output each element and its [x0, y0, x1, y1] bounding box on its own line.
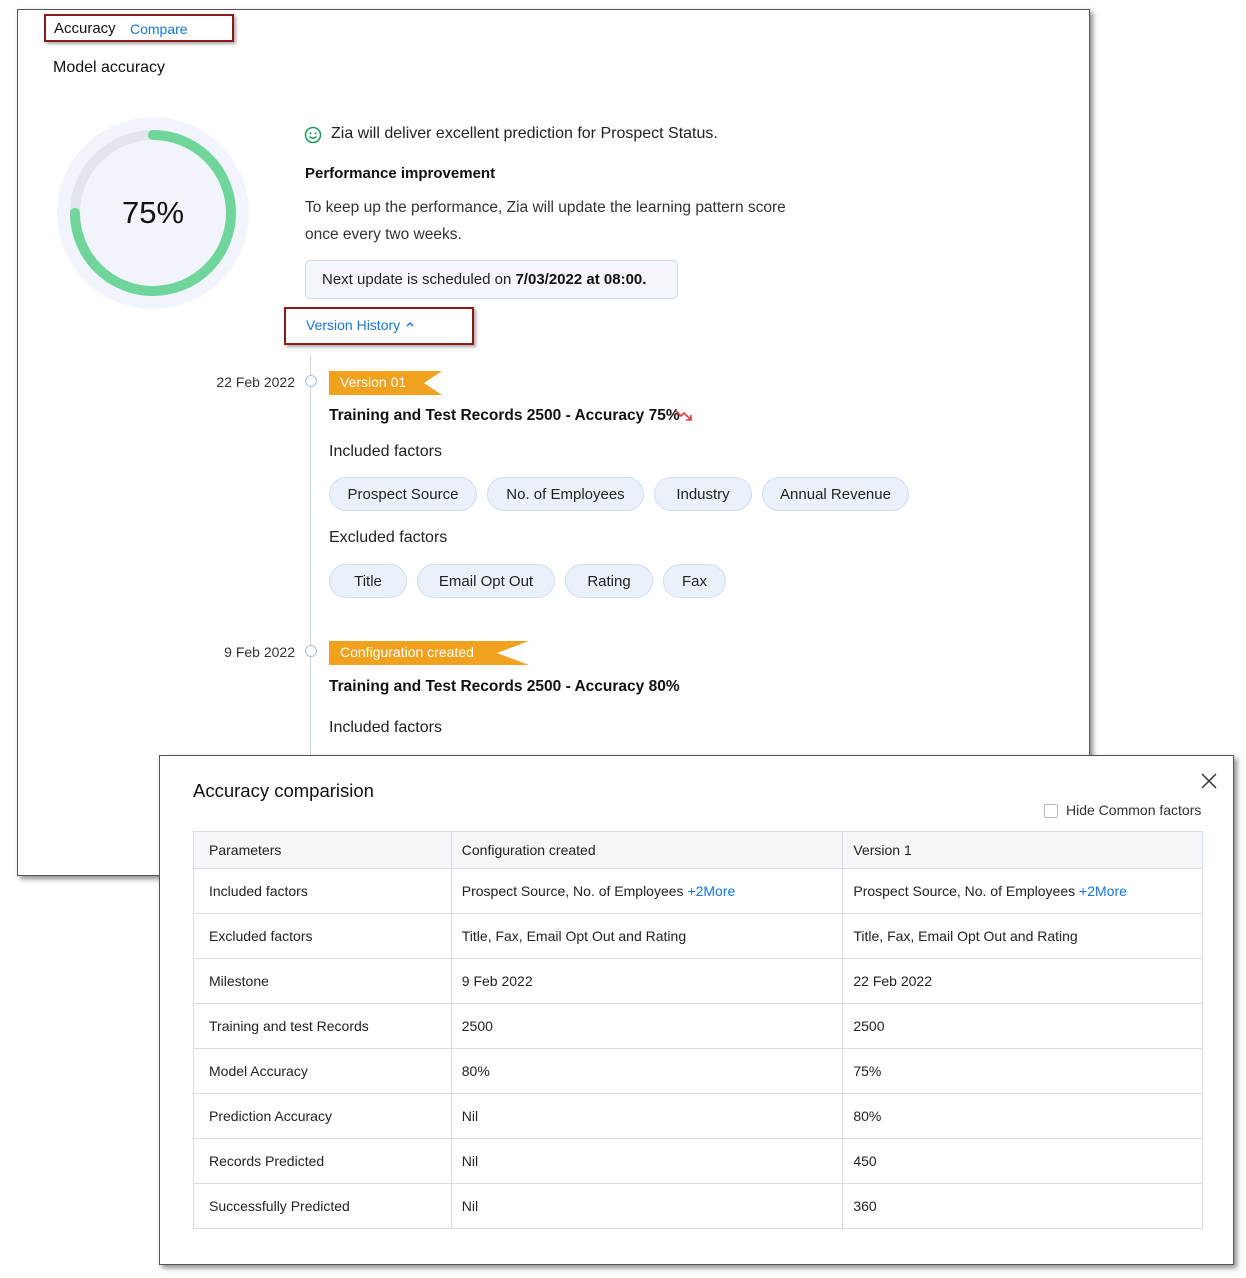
- config-cell: Nil: [451, 1184, 843, 1229]
- factor-chip: Email Opt Out: [417, 564, 555, 598]
- hide-common-checkbox[interactable]: [1044, 804, 1058, 818]
- close-icon[interactable]: [1201, 773, 1217, 789]
- hide-common-label[interactable]: Hide Common factors: [1066, 802, 1202, 818]
- configuration-badge-label: Configuration created: [340, 644, 474, 660]
- version-cell: 80%: [843, 1094, 1203, 1139]
- chevron-up-icon[interactable]: [405, 319, 415, 329]
- param-cell: Model Accuracy: [194, 1049, 452, 1094]
- more-link[interactable]: +2More: [687, 883, 736, 899]
- timeline-dot: [305, 375, 317, 387]
- factor-chip: Industry: [654, 477, 752, 511]
- prediction-message: Zia will deliver excellent prediction for Prospect Status.: [331, 125, 718, 142]
- column-header: Configuration created: [451, 832, 843, 869]
- trend-down-icon: [675, 409, 695, 423]
- included-factors-label: Included factors: [329, 443, 442, 460]
- tab-compare[interactable]: Compare: [130, 21, 188, 37]
- factor-chip: No. of Employees: [487, 477, 644, 511]
- factor-chip: Annual Revenue: [762, 477, 909, 511]
- excluded-factors-label: Excluded factors: [329, 529, 448, 546]
- config-cell: [451, 869, 843, 914]
- cell-text: Prospect Source, No. of Employees: [853, 883, 1080, 899]
- column-header: Parameters: [194, 832, 452, 869]
- config-cell: 2500: [451, 1004, 843, 1049]
- config-cell: Title, Fax, Email Opt Out and Rating: [451, 914, 843, 959]
- next-update-at: at: [582, 271, 604, 288]
- accuracy-percent: 75%: [121, 195, 185, 230]
- table-row: [194, 1049, 1203, 1094]
- factor-chip: Rating: [565, 564, 653, 598]
- version-badge-label: Version 01: [340, 374, 407, 390]
- timeline-date: 9 Feb 2022: [224, 644, 295, 660]
- table-row: [194, 1184, 1203, 1229]
- param-cell: Records Predicted: [194, 1139, 452, 1184]
- configuration-badge: [329, 641, 529, 665]
- config-cell: Nil: [451, 1139, 843, 1184]
- param-cell: Successfully Predicted: [194, 1184, 452, 1229]
- performance-title: Performance improvement: [305, 165, 496, 182]
- version-history-toggle[interactable]: [284, 307, 474, 345]
- version-record-title: Training and Test Records 2500 - Accuracy 75%: [329, 407, 680, 424]
- version-cell: 2500: [843, 1004, 1203, 1049]
- table-row: [194, 1139, 1203, 1184]
- param-cell: Excluded factors: [194, 914, 452, 959]
- next-update-time: 08:00.: [603, 271, 647, 288]
- table-row: [194, 914, 1203, 959]
- performance-description: [305, 194, 835, 248]
- config-cell: Nil: [451, 1094, 843, 1139]
- next-update-box: [305, 260, 678, 299]
- factor-chip: Title: [329, 564, 407, 598]
- next-update-date: 7/03/2022: [515, 271, 583, 288]
- param-cell: Included factors: [194, 869, 452, 914]
- more-link[interactable]: +2More: [1079, 883, 1127, 899]
- cell-text: Prospect Source, No. of Employees: [461, 883, 688, 899]
- version-history-link[interactable]: Version History: [306, 317, 401, 333]
- param-cell: Training and test Records: [194, 1004, 452, 1049]
- table-header-row: [194, 832, 1203, 869]
- timeline-date: 22 Feb 2022: [216, 374, 295, 390]
- comparison-table: [193, 831, 1203, 1229]
- dialog-title: Accuracy comparision: [193, 780, 374, 801]
- tab-accuracy[interactable]: Accuracy: [54, 20, 116, 37]
- performance-line-2: once every two weeks.: [305, 226, 462, 243]
- version-cell: 75%: [843, 1049, 1203, 1094]
- version-cell: 22 Feb 2022: [843, 959, 1203, 1004]
- version-cell: 360: [843, 1184, 1203, 1229]
- timeline-dot: [305, 645, 317, 657]
- model-accuracy-title: Model accuracy: [53, 59, 166, 76]
- accuracy-panel: [17, 9, 1090, 876]
- accuracy-comparison-dialog: [159, 755, 1234, 1265]
- version-cell: Title, Fax, Email Opt Out and Rating: [843, 914, 1203, 959]
- param-cell: Prediction Accuracy: [194, 1094, 452, 1139]
- config-cell: 80%: [451, 1049, 843, 1094]
- config-cell: 9 Feb 2022: [451, 959, 843, 1004]
- table-row: [194, 869, 1203, 914]
- configuration-record-title: Training and Test Records 2500 - Accuracy 80%: [329, 678, 680, 695]
- param-cell: Milestone: [194, 959, 452, 1004]
- version-cell: 450: [843, 1139, 1203, 1184]
- version-badge: [329, 371, 442, 395]
- factor-chip: Prospect Source: [329, 477, 477, 511]
- table-row: [194, 1004, 1203, 1049]
- table-row: [194, 959, 1203, 1004]
- next-update-prefix: Next update is scheduled on: [322, 271, 516, 288]
- version-cell: [843, 869, 1203, 914]
- factor-chip: Fax: [663, 564, 726, 598]
- table-row: [194, 1094, 1203, 1139]
- performance-line-1: To keep up the performance, Zia will update the learning pattern score: [305, 199, 786, 216]
- column-header: Version 1: [843, 832, 1203, 869]
- smile-icon: [304, 126, 322, 144]
- included-factors-label: Included factors: [329, 719, 442, 736]
- tab-bar: [44, 14, 234, 42]
